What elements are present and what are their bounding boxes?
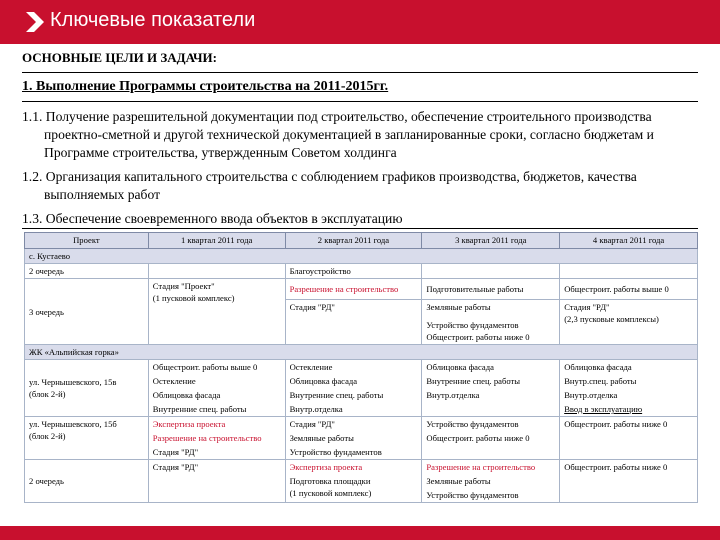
slide-title: Ключевые показатели bbox=[50, 9, 256, 31]
cell-line: Облицовка фасада bbox=[289, 376, 358, 386]
table-cell: Разрешение на строительство bbox=[285, 279, 422, 300]
cell-line: ул. Чернышевского, 15в bbox=[29, 377, 117, 387]
goal-item: 1.1. Получение разрешительной документации под строительство, обеспечение строительного производства проектно-сметной и другой технической документацией в запланированные сроки, согласно бюджетам и Программе строительства, утвержденным Советом холдинга bbox=[22, 109, 654, 160]
table-cell bbox=[422, 360, 560, 417]
table-cell bbox=[285, 460, 422, 503]
table-cell bbox=[285, 417, 422, 460]
group-row bbox=[25, 345, 698, 360]
cell-line: (1 пусковой комплекс) bbox=[152, 293, 235, 303]
cell-line: Разрешение на строительство bbox=[152, 433, 262, 443]
divider bbox=[22, 72, 698, 73]
cell-line: Земляные работы bbox=[289, 433, 354, 443]
cell-line: Разрешение на строительство bbox=[426, 462, 536, 472]
goal-heading: 1. Выполнение Программы строительства на 2011-2015гг. bbox=[22, 79, 389, 94]
table-row bbox=[25, 264, 698, 279]
column-header: 4 квартал 2011 года bbox=[560, 233, 698, 249]
cell-line: Стадия "РД" bbox=[289, 419, 335, 429]
cell-line: Облицовка фасада bbox=[564, 362, 632, 372]
divider bbox=[22, 101, 698, 102]
table-row bbox=[25, 417, 698, 460]
table-row bbox=[25, 279, 698, 300]
cell-line: Внутренние спец. работы bbox=[289, 390, 384, 400]
cell-line: Устройство фундаментов bbox=[426, 320, 519, 330]
column-header: 3 квартал 2011 года bbox=[422, 233, 560, 249]
group-title: с. Кустаево bbox=[25, 249, 698, 264]
row-label: 2 очередь bbox=[25, 264, 149, 279]
chevron-right-icon bbox=[22, 10, 46, 34]
cell-line: Устройство фундаментов bbox=[426, 490, 519, 500]
cell-line: Земляные работы bbox=[426, 476, 491, 486]
cell-line: (блок 2-й) bbox=[29, 389, 66, 399]
cell-line: Экспертиза проекта bbox=[152, 419, 226, 429]
row-label bbox=[25, 360, 149, 417]
cell-line: (блок 2-й) bbox=[29, 431, 66, 441]
table-cell bbox=[148, 417, 285, 460]
cell-line: Стадия "РД" bbox=[564, 302, 610, 312]
group-row bbox=[25, 249, 698, 264]
group-title: ЖК «Альпийская горка» bbox=[25, 345, 698, 360]
table-cell bbox=[560, 360, 698, 417]
title-bar bbox=[0, 0, 720, 44]
cell-line: Общестроит. работы ниже 0 bbox=[426, 332, 530, 342]
cell-line: Внутренние спец. работы bbox=[426, 376, 521, 386]
goal-item: 1.3. Обеспечение своевременного ввода объектов в эксплуатацию bbox=[22, 211, 403, 226]
footer-bar bbox=[0, 526, 720, 540]
row-label: 2 очередь bbox=[25, 460, 149, 503]
table-row bbox=[25, 360, 698, 417]
goal-item: 1.2. Организация капитального строительства с соблюдением графиков производства, бюджетов, качества выполняемых работ bbox=[22, 169, 637, 202]
column-header: 2 квартал 2011 года bbox=[285, 233, 422, 249]
cell-line: Устройство фундаментов bbox=[426, 419, 519, 429]
table-cell bbox=[422, 264, 560, 279]
cell-line: Общестроит. работы ниже 0 bbox=[426, 433, 530, 443]
column-header: 1 квартал 2011 года bbox=[148, 233, 285, 249]
table-cell: Стадия "РД" bbox=[148, 460, 285, 503]
table-cell: Общестроит. работы ниже 0 bbox=[560, 460, 698, 503]
cell-line: Внутр.спец. работы bbox=[564, 376, 637, 386]
cell-line: Облицовка фасада bbox=[152, 390, 221, 400]
cell-line: ул. Чернышевского, 15б bbox=[29, 419, 117, 429]
cell-line: Стадия "РД" bbox=[152, 447, 199, 457]
table-cell bbox=[148, 279, 285, 345]
cell-line: Внутренние спец. работы bbox=[152, 404, 247, 414]
cell-line: Внутр.отделка bbox=[289, 404, 343, 414]
table-cell: Общестроит. работы ниже 0 bbox=[560, 417, 698, 460]
cell-line: Остекление bbox=[289, 362, 333, 372]
cell-line: Подготовка площадки bbox=[289, 476, 371, 486]
table-cell bbox=[422, 417, 560, 460]
table-cell: Общестроит. работы выше 0 bbox=[560, 279, 698, 300]
table-cell bbox=[560, 300, 698, 345]
cell-line: Стадия "Проект" bbox=[152, 281, 215, 291]
cell-line: Общестроит. работы выше 0 bbox=[152, 362, 258, 372]
document-body bbox=[22, 46, 698, 228]
column-header: Проект bbox=[25, 233, 149, 249]
table-cell: Подготовительные работы bbox=[422, 279, 560, 300]
cell-line: Земляные работы bbox=[426, 302, 491, 312]
table-cell: Стадия "РД" bbox=[285, 300, 422, 345]
table-header-row bbox=[25, 233, 698, 249]
table-row bbox=[25, 460, 698, 503]
row-label bbox=[25, 417, 149, 460]
cell-line: (2,3 пусковые комплексы) bbox=[564, 314, 659, 324]
cell-line: (1 пусковой комплекс) bbox=[289, 488, 372, 498]
divider bbox=[22, 228, 698, 229]
section-heading: ОСНОВНЫЕ ЦЕЛИ И ЗАДАЧИ: bbox=[22, 50, 217, 65]
cell-line: Экспертиза проекта bbox=[289, 462, 363, 472]
table-cell bbox=[148, 264, 285, 279]
cell-line: Внутр.отделка bbox=[426, 390, 480, 400]
row-label: 3 очередь bbox=[25, 279, 149, 345]
table-cell bbox=[285, 360, 422, 417]
table-cell bbox=[148, 360, 285, 417]
cell-line: Остекление bbox=[152, 376, 196, 386]
cell-line: Устройство фундаментов bbox=[289, 447, 382, 457]
cell-line: Ввод в эксплуатацию bbox=[564, 404, 643, 414]
table-cell: Благоустройство bbox=[285, 264, 422, 279]
table-cell bbox=[560, 264, 698, 279]
table-cell bbox=[422, 460, 560, 503]
cell-line: Внутр.отделка bbox=[564, 390, 618, 400]
table-cell bbox=[422, 300, 560, 345]
schedule-table bbox=[24, 232, 698, 503]
cell-line: Облицовка фасада bbox=[426, 362, 494, 372]
